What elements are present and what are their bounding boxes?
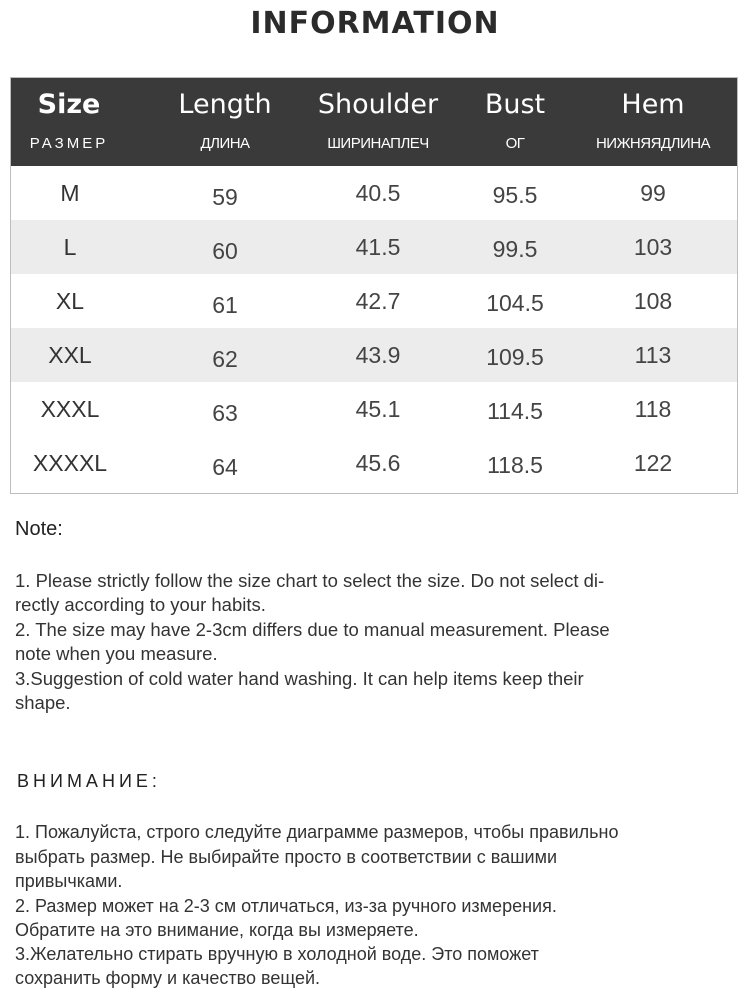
- header-shoulder-en: Shoulder: [317, 89, 439, 120]
- note-ru-line: Обратите на это внимание, когда вы измеряете.: [15, 920, 419, 940]
- cell-size: L: [63, 234, 77, 260]
- cell-bust: 95.5: [492, 182, 538, 208]
- note-heading: Note:: [15, 518, 63, 540]
- header-bust-en: Bust: [484, 89, 546, 120]
- cell-shoulder: 45.1: [355, 396, 401, 422]
- cell-hem: 118: [634, 396, 672, 422]
- header-size-en: Size: [37, 89, 101, 120]
- cell-length: 59: [212, 184, 238, 210]
- note-ru-line: сохранить форму и качество вещей.: [15, 968, 321, 988]
- cell-bust: 114.5: [487, 398, 543, 424]
- header-size: [11, 78, 127, 166]
- header-shoulder-ru: ШИРИНАПЛЕЧ: [327, 135, 429, 152]
- header-length-ru: ДЛИНА: [200, 135, 250, 152]
- note-ru-line: привычками.: [15, 871, 123, 891]
- cell-length: 63: [212, 400, 238, 426]
- cell-hem: 113: [634, 342, 672, 368]
- table-row: [11, 220, 737, 274]
- cell-size: XL: [55, 288, 85, 314]
- cell-hem: 103: [633, 234, 673, 260]
- note-line: note when you measure.: [15, 643, 218, 664]
- header-hem-ru: НИЖНЯЯДЛИНА: [595, 135, 711, 152]
- note-line: 1. Please strictly follow the size chart to select the size. Do not select di-: [15, 570, 605, 591]
- table-row: [11, 436, 737, 490]
- note-line: 3.Suggestion of cold water hand washing. It can help items keep their: [15, 668, 584, 689]
- note-line: rectly according to your habits.: [15, 594, 266, 615]
- cell-bust: 118.5: [487, 452, 543, 478]
- header-hem: [583, 78, 723, 166]
- table-row: [11, 166, 737, 220]
- cell-size: XXXL: [40, 396, 100, 422]
- size-chart-table: [10, 77, 738, 494]
- cell-bust: 104.5: [486, 290, 544, 316]
- cell-shoulder: 42.7: [355, 288, 401, 314]
- cell-hem: 99: [640, 180, 666, 206]
- cell-size: XXXXL: [32, 450, 108, 476]
- cell-length: 62: [212, 346, 238, 372]
- cell-hem: 108: [633, 288, 673, 314]
- header-bust-ru: ОГ: [505, 135, 525, 152]
- note-ru-line: 2. Размер может на 2-3 см отличаться, из-за ручного измерения.: [15, 896, 557, 916]
- header-size-ru: РАЗМЕР: [29, 135, 109, 152]
- note-ru-line: 1. Пожалуйста, строго следуйте диаграмме размеров, чтобы правильно: [15, 822, 619, 842]
- table-row: [11, 382, 737, 436]
- header-bust: [447, 78, 583, 166]
- cell-hem: 122: [633, 450, 673, 476]
- note-line: 2. The size may have 2-3cm differs due to manual measurement. Please: [15, 619, 610, 640]
- note-ru-heading: ВНИМАНИЕ:: [17, 771, 161, 791]
- table-row: [11, 328, 737, 382]
- cell-length: 60: [212, 238, 238, 264]
- note-ru-line: 3.Желательно стирать вручную в холодной воде. Это поможет: [15, 944, 539, 964]
- header-hem-en: Hem: [621, 89, 685, 120]
- cell-bust: 109.5: [486, 344, 544, 370]
- cell-length: 61: [212, 292, 238, 318]
- cell-shoulder: 45.6: [355, 450, 401, 476]
- table-row: [11, 274, 737, 328]
- cell-shoulder: 43.9: [355, 342, 401, 368]
- header-shoulder: [309, 78, 447, 166]
- page-title: INFORMATION: [250, 6, 500, 41]
- cell-length: 64: [212, 454, 238, 480]
- cell-shoulder: 41.5: [355, 234, 401, 260]
- cell-bust: 99.5: [492, 236, 538, 262]
- cell-size: XXL: [48, 342, 92, 368]
- header-length: [156, 78, 294, 166]
- cell-shoulder: 40.5: [355, 180, 401, 206]
- cell-size: M: [60, 180, 80, 206]
- header-length-en: Length: [178, 89, 272, 120]
- table-header: [11, 78, 737, 166]
- note-ru-line: выбрать размер. Не выбирайте просто в соответствии с вашими: [15, 847, 558, 867]
- note-line: shape.: [15, 692, 71, 713]
